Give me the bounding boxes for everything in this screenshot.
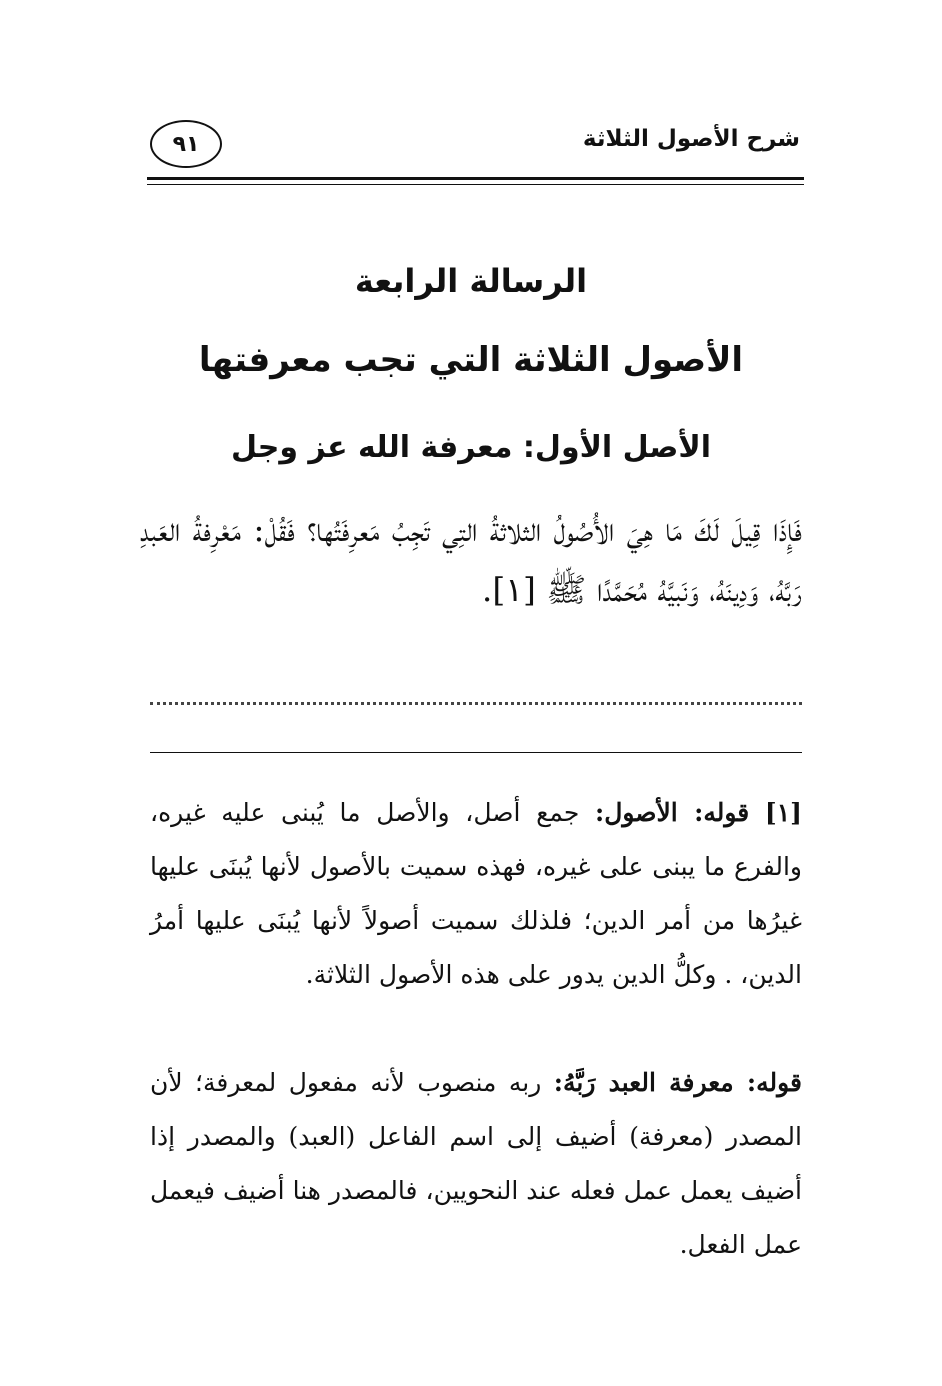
footnote-2	[150, 1056, 802, 1272]
main-body: فَإِذَا قِيلَ لَكَ مَا هِيَ الأُصُولُ الثلاثةُ التِي تَجِبُ مَعرِفَتُها؟ فَقُلْ: مَعْرِفةُ العَبدِ رَبَّهُ، وَدِينَهُ، وَنَبيَّهُ مُحَمَّدًا	[140, 510, 802, 609]
page-number: ٩١	[150, 120, 222, 168]
header-rule-thick	[147, 177, 804, 180]
running-title: شرح الأصول الثلاثة	[582, 126, 800, 152]
header-rule-thin	[147, 184, 804, 185]
main-paragraph	[140, 500, 802, 620]
footnote-2-text: ربه منصوب لأنه مفعول لمعرفة؛ لأن المصدر (معرفة) أضيف إلى اسم الفاعل (العبد) والمصدر إذا أضيف يعمل عمل فعله عند النحويين، فالمصدر هنا أضيف فيعمل عمل الفعل.	[150, 1068, 802, 1259]
epistle-heading: الرسالة الرابعة	[354, 262, 588, 300]
footnote-1-text: جمع أصل، والأصل ما يُبنى عليه غيره، والفرع ما يبنى على غيره، فهذه سميت بالأصول لأنها يُبنَى عليها غيرُها من أمر الدين؛ فلذلك سميت أصولاً لأنها يُبنَى عليها أمرُ الدين، . وكلُّ الدين يدور على هذه الأصول الثلاثة.	[150, 798, 802, 989]
section-heading: الأصل الأول: معرفة الله عز وجل	[230, 430, 712, 465]
footnote-1-marker: [١]	[764, 798, 803, 827]
salawat-glyph: ﷺ	[546, 570, 587, 609]
dotted-separator	[150, 702, 802, 705]
footnote-rule	[150, 752, 802, 753]
footnote-1-lead: قوله: الأصول:	[594, 798, 750, 827]
title-heading: الأصول الثلاثة التي تجب معرفتها	[198, 340, 744, 380]
footnote-reference: [١].	[481, 570, 536, 609]
footnote-2-lead: قوله: معرفة العبد رَبَّهُ:	[553, 1068, 802, 1097]
footnote-1	[150, 786, 802, 1002]
